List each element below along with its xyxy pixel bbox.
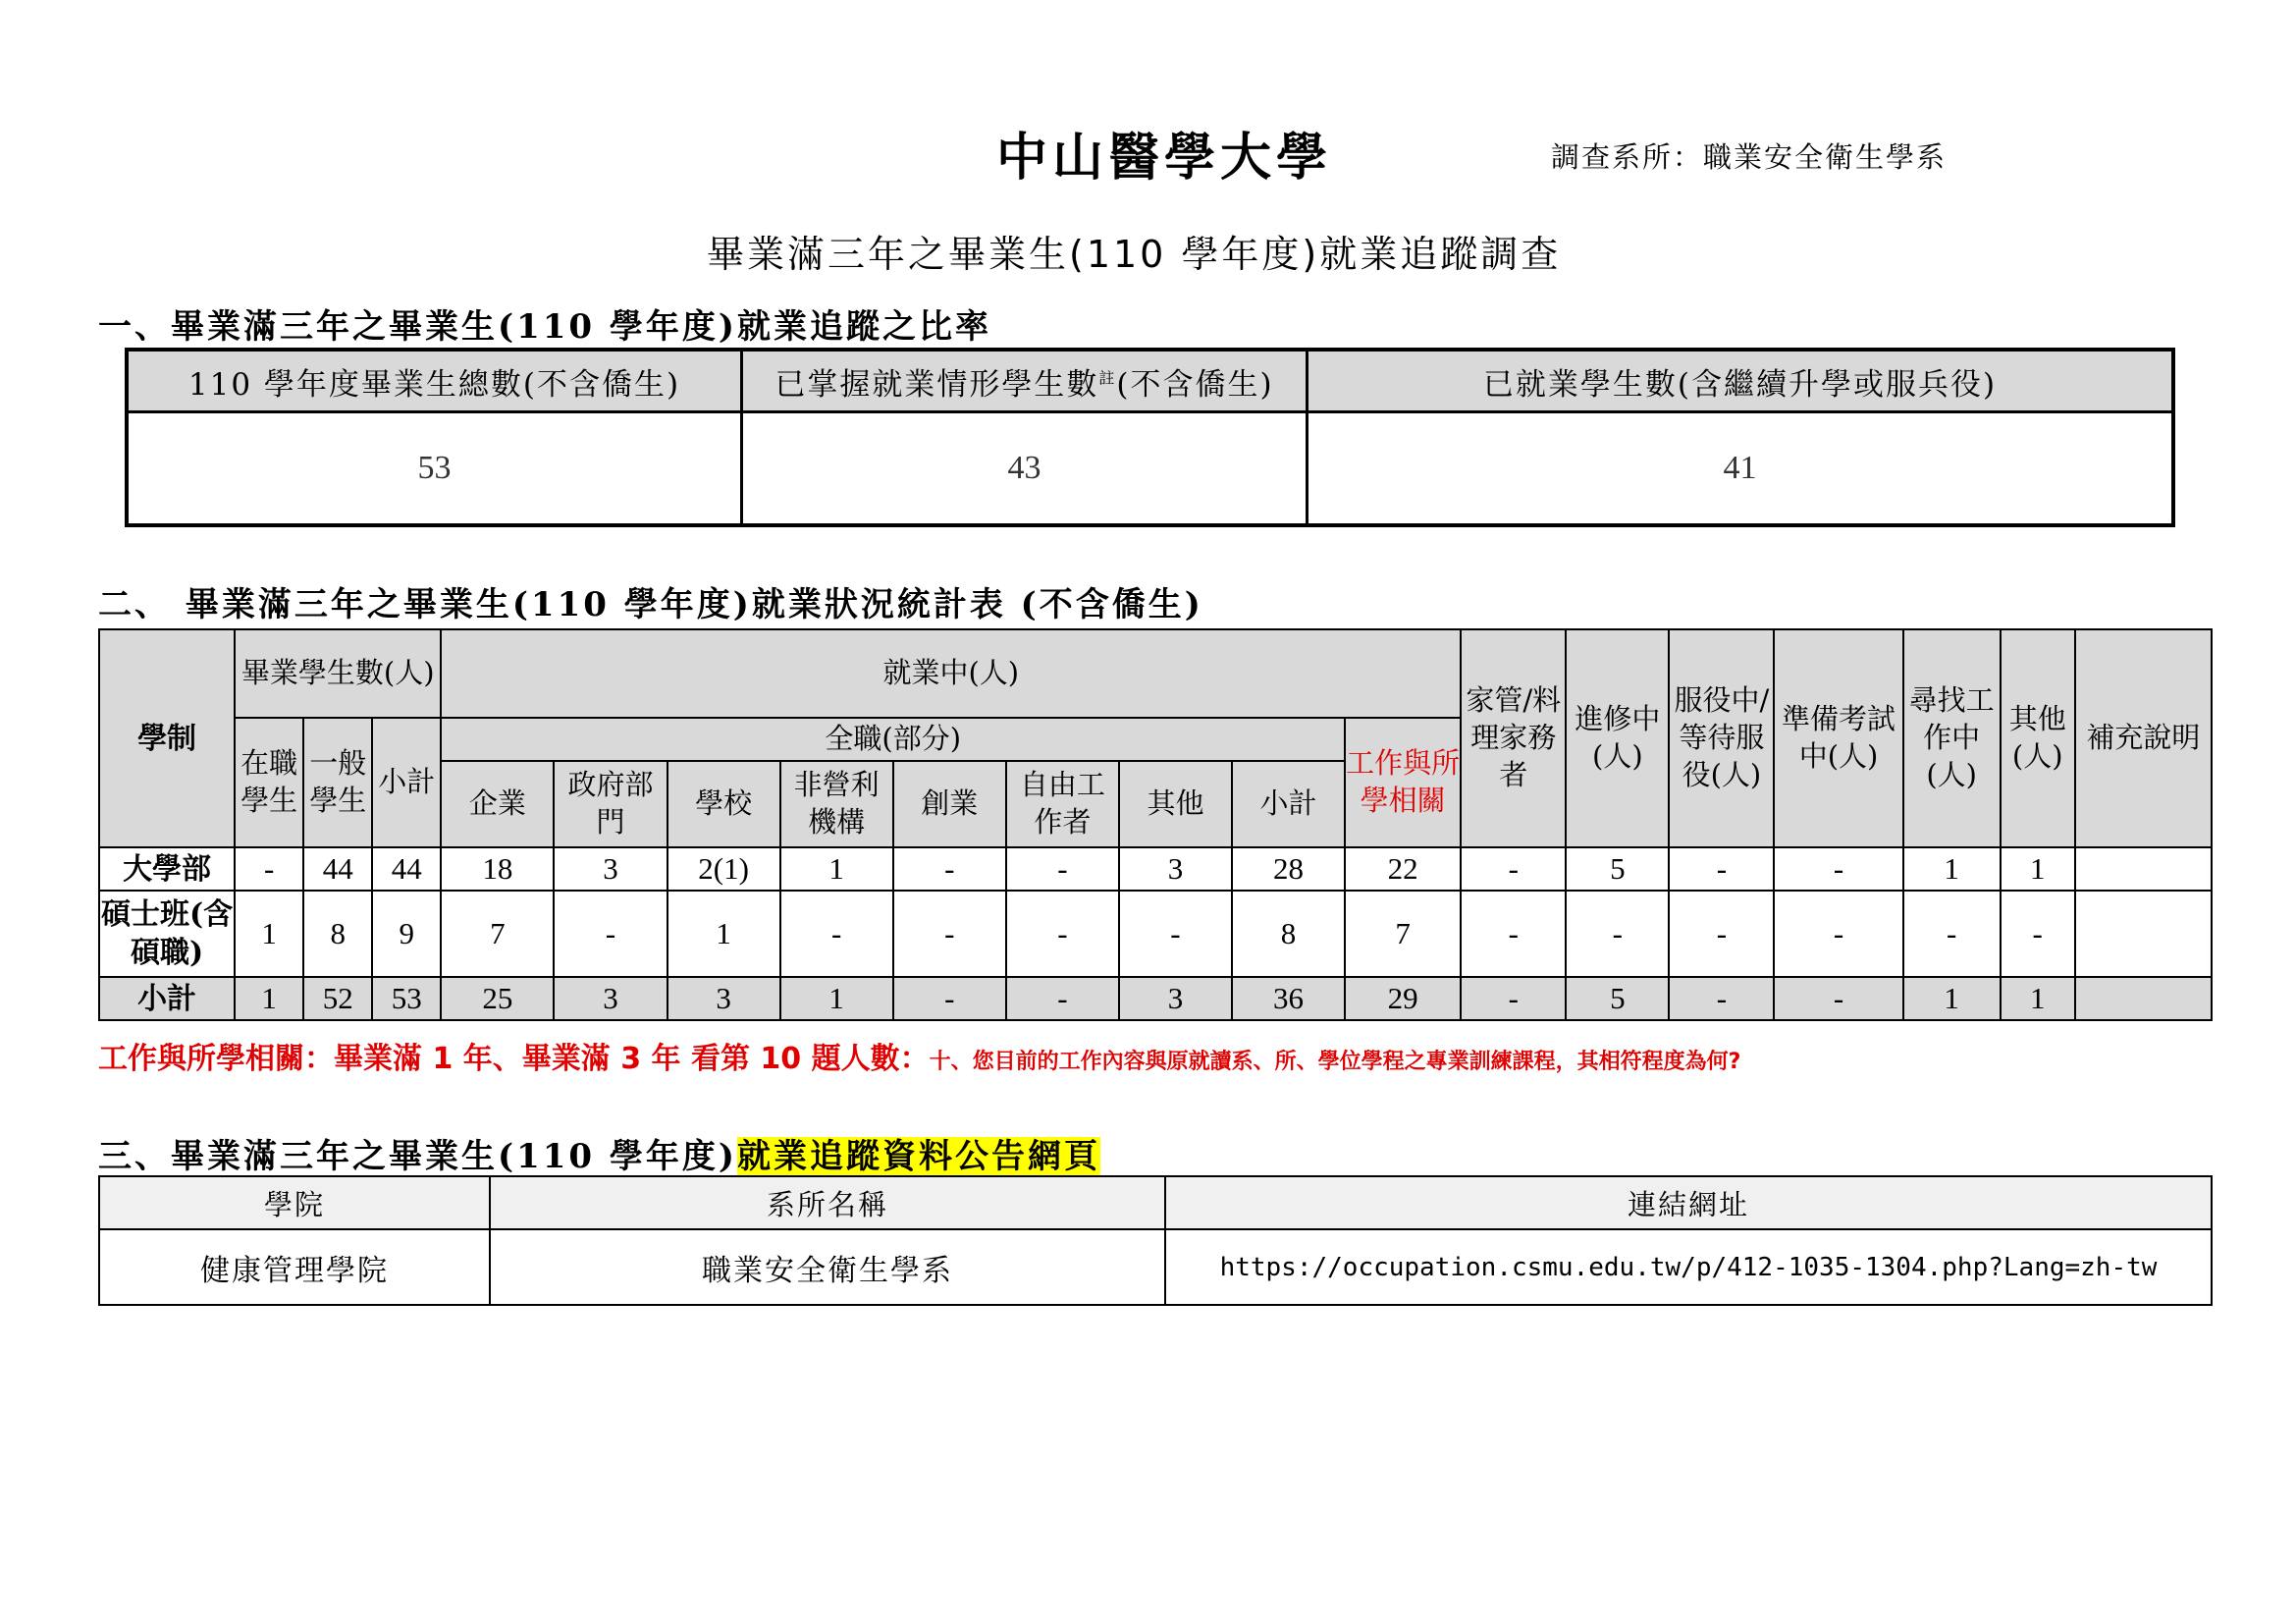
section1-title: 一、畢業滿三年之畢業生(110 學年度)就業追蹤之比率: [98, 307, 991, 347]
table-cell: -: [1669, 977, 1774, 1020]
table-cell: -: [1774, 847, 1902, 891]
note-question: 十、您目前的工作內容與原就讀系、所、學位學程之專業訓練課程，其相符程度為何?: [929, 1050, 1741, 1074]
section3-title: [98, 1129, 1100, 1177]
header-url: 連結網址: [1165, 1176, 2212, 1229]
department-label: 調查系所：職業安全衛生學系: [1551, 140, 1948, 174]
header-known-status-suffix: (不含僑生): [1116, 366, 1274, 403]
header-remarks: 補充說明: [2075, 629, 2212, 847]
table-cell: 36: [1232, 977, 1345, 1020]
header-fulltime: 全職(部分): [441, 718, 1345, 761]
header-school: 學制: [99, 629, 235, 847]
table-cell: 3: [1119, 847, 1232, 891]
table-cell: 53: [372, 977, 441, 1020]
table-cell: 18: [441, 847, 554, 891]
table-cell: 1: [1903, 977, 2001, 1020]
header-study: 進修中(人): [1566, 629, 1669, 847]
employment-stats-table: [98, 628, 2213, 1021]
table-cell: -: [1774, 891, 1902, 977]
row-label: 大學部: [99, 847, 235, 891]
header-subtotal: 小計: [372, 718, 441, 847]
table-cell: 3: [667, 977, 780, 1020]
related-work-note: [98, 1034, 1740, 1077]
survey-subtitle: 畢業滿三年之畢業生(110 學年度)就業追蹤調查: [707, 233, 1562, 276]
table-cell: -: [1461, 847, 1566, 891]
header-inservice: 在職學生: [235, 718, 303, 847]
table-cell: 52: [303, 977, 372, 1020]
table-cell: -: [1461, 977, 1566, 1020]
header-military: 服役中/等待服役(人): [1669, 629, 1774, 847]
table-cell: 5: [1566, 847, 1669, 891]
table-cell: 25: [441, 977, 554, 1020]
table-cell: 7: [441, 891, 554, 977]
table-cell: -: [780, 891, 893, 977]
table-cell: -: [1006, 891, 1119, 977]
header-general: 一般學生: [303, 718, 372, 847]
header-school-job: 學校: [667, 761, 780, 847]
table-cell: -: [1903, 891, 2001, 977]
header-known-status: [742, 350, 1308, 412]
table-cell: -: [893, 977, 1006, 1020]
table-cell: 3: [554, 847, 667, 891]
section3-title-highlight: 就業追蹤資料公告網頁: [736, 1137, 1100, 1176]
table-cell: 1: [667, 891, 780, 977]
table-row: [99, 847, 2212, 891]
value-known-status: 43: [742, 412, 1308, 526]
table-cell: 29: [1345, 977, 1461, 1020]
header-startup: 創業: [893, 761, 1006, 847]
table-cell: -: [1669, 891, 1774, 977]
announcement-table: [98, 1175, 2213, 1306]
table-cell: 44: [372, 847, 441, 891]
header-seeking: 尋找工作中(人): [1903, 629, 2001, 847]
header-government: 政府部門: [554, 761, 667, 847]
header-freelance: 自由工作者: [1006, 761, 1119, 847]
table-cell: 7: [1345, 891, 1461, 977]
table-cell: -: [1461, 891, 1566, 977]
table-cell: 9: [372, 891, 441, 977]
table-cell: 1: [780, 847, 893, 891]
table-cell: -: [1006, 847, 1119, 891]
table-cell: -: [1774, 977, 1902, 1020]
header-enterprise: 企業: [441, 761, 554, 847]
table-cell: 8: [303, 891, 372, 977]
table-cell: 1: [780, 977, 893, 1020]
header-total-grads: 110 學年度畢業生總數(不含僑生): [127, 350, 742, 412]
table-cell: 1: [235, 891, 303, 977]
row-label: 碩士班(含碩職): [99, 891, 235, 977]
header-college: 學院: [99, 1176, 490, 1229]
table-cell: -: [1006, 977, 1119, 1020]
table-cell: 5: [1566, 977, 1669, 1020]
table-cell: -: [1119, 891, 1232, 977]
table-cell: 1: [235, 977, 303, 1020]
table-cell: 3: [554, 977, 667, 1020]
university-title: 中山醫學大學: [996, 129, 1333, 188]
table-row: [99, 977, 2212, 1020]
value-employed: 41: [1308, 412, 2174, 526]
table-cell: -: [1669, 847, 1774, 891]
header-household: 家管/料理家務者: [1461, 629, 1566, 847]
table-cell: 44: [303, 847, 372, 891]
header-employed: 就業中(人): [441, 629, 1461, 718]
table-cell: 1: [1903, 847, 2001, 891]
table-cell: 8: [1232, 891, 1345, 977]
header-subtotal2: 小計: [1232, 761, 1345, 847]
table-cell: 2(1): [667, 847, 780, 891]
table-cell: -: [554, 891, 667, 977]
header-nonprofit: 非營利機構: [780, 761, 893, 847]
table-cell: 22: [1345, 847, 1461, 891]
header-exam: 準備考試中(人): [1774, 629, 1902, 847]
note-main: 工作與所學相關：畢業滿 1 年、畢業滿 3 年 看第 10 題人數：: [98, 1042, 930, 1076]
table-cell: [2075, 977, 2212, 1020]
table-cell: 28: [1232, 847, 1345, 891]
cell-url-link[interactable]: https://occupation.csmu.edu.tw/p/412-1035-1304.php?Lang=zh-tw: [1165, 1229, 2212, 1305]
header-department: 系所名稱: [490, 1176, 1165, 1229]
table-cell: [2075, 847, 2212, 891]
header-known-status-text: 已掌握就業情形學生數: [774, 366, 1099, 403]
table-cell: 1: [2001, 847, 2075, 891]
header-grad-count: 畢業學生數(人): [235, 629, 441, 718]
table-row: [99, 891, 2212, 977]
table-cell: [2075, 891, 2212, 977]
header-other-job: 其他: [1119, 761, 1232, 847]
section3-title-prefix: 三、畢業滿三年之畢業生(110 學年度): [98, 1137, 737, 1176]
table-cell: 1: [2001, 977, 2075, 1020]
table-cell: 3: [1119, 977, 1232, 1020]
table-cell: -: [893, 847, 1006, 891]
table-cell: -: [1566, 891, 1669, 977]
table-cell: -: [235, 847, 303, 891]
header-related: 工作與所學相關: [1345, 718, 1461, 847]
table-cell: -: [2001, 891, 2075, 977]
header-other: 其他(人): [2001, 629, 2075, 847]
table-cell: -: [893, 891, 1006, 977]
value-total-grads: 53: [127, 412, 742, 526]
note-marker: 註: [1098, 368, 1117, 388]
row-label: 小計: [99, 977, 235, 1020]
employment-ratio-table: [125, 348, 2175, 527]
cell-department: 職業安全衛生學系: [490, 1229, 1165, 1305]
header-employed: 已就業學生數(含繼續升學或服兵役): [1308, 350, 2174, 412]
cell-college: 健康管理學院: [99, 1229, 490, 1305]
section2-title: 二、 畢業滿三年之畢業生(110 學年度)就業狀況統計表 (不含僑生): [98, 585, 1203, 624]
